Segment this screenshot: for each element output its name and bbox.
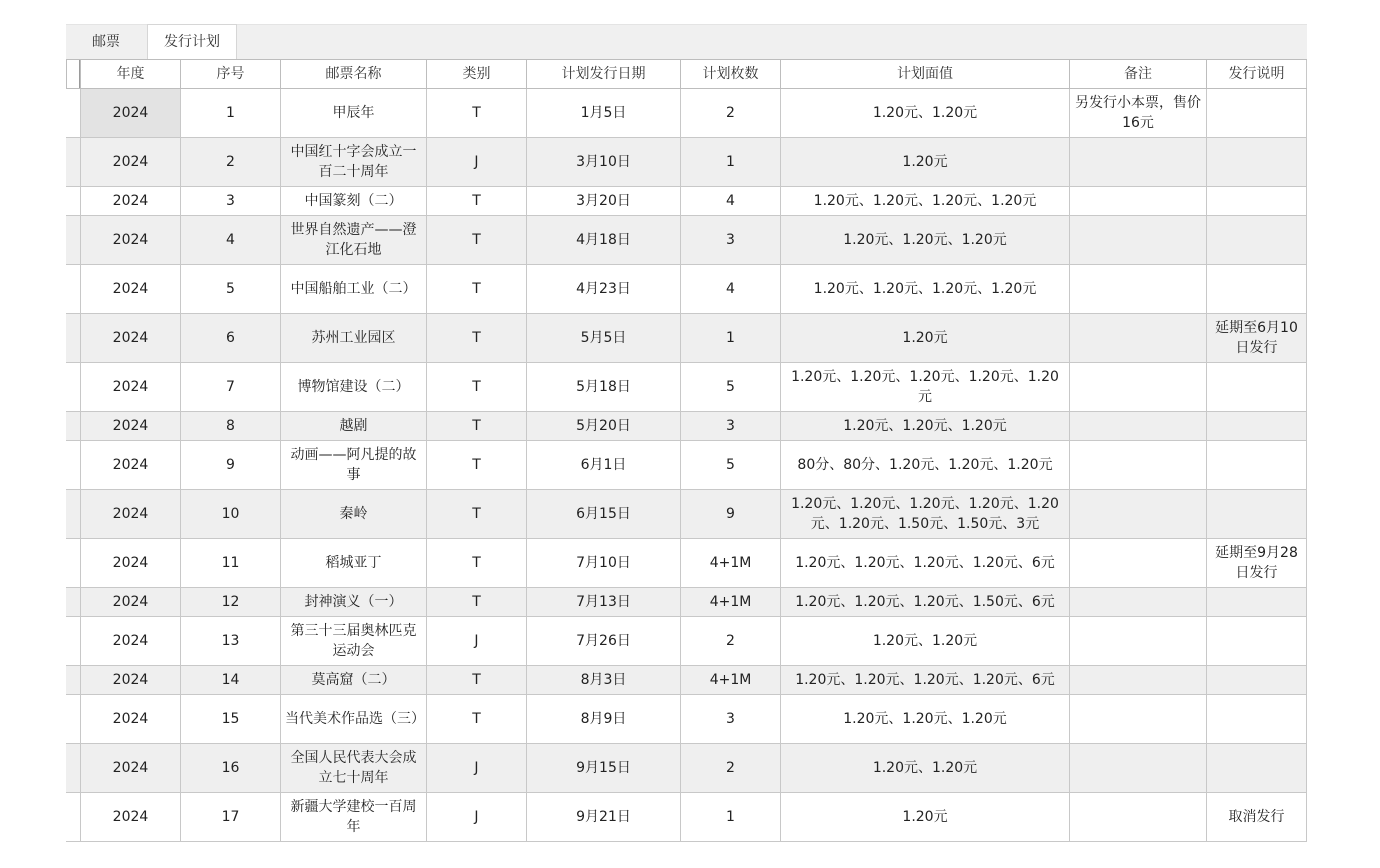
table-cell[interactable]: 1.20元、1.20元、1.20元、1.20元: [780, 187, 1069, 215]
table-row: [66, 744, 1307, 793]
table-cell[interactable]: 1: [180, 89, 280, 137]
table-cell[interactable]: [1206, 695, 1307, 743]
table-cell[interactable]: 1.20元、1.20元: [780, 617, 1069, 665]
table-cell[interactable]: [1069, 744, 1206, 792]
table-cell[interactable]: 第三十三届奥林匹克运动会: [280, 617, 426, 665]
table-cell[interactable]: 9月21日: [526, 793, 680, 841]
table-cell[interactable]: 4: [680, 265, 780, 313]
table-cell[interactable]: 博物馆建设（二）: [280, 363, 426, 411]
table-cell[interactable]: T: [426, 490, 526, 538]
table-cell[interactable]: 1月5日: [526, 89, 680, 137]
table-cell[interactable]: 1.20元、1.20元、1.20元、1.20元、1.20元、1.20元、1.50元、1.50元、3元: [780, 490, 1069, 538]
table-row: [66, 490, 1307, 539]
table-row: [66, 363, 1307, 412]
table-cell[interactable]: 1.20元: [780, 793, 1069, 841]
table-cell[interactable]: 1.20元、1.20元: [780, 744, 1069, 792]
column-header[interactable]: 序号: [180, 60, 280, 88]
table-row: [66, 695, 1307, 744]
table-cell[interactable]: [1069, 441, 1206, 489]
table-cell[interactable]: 苏州工业园区: [280, 314, 426, 362]
column-header[interactable]: 邮票名称: [280, 60, 426, 88]
table-cell[interactable]: 动画——阿凡提的故事: [280, 441, 426, 489]
table-cell[interactable]: 8: [180, 412, 280, 440]
row-header[interactable]: [66, 588, 80, 616]
row-header[interactable]: [66, 265, 80, 313]
table-cell[interactable]: [1069, 588, 1206, 616]
table-cell[interactable]: 5月18日: [526, 363, 680, 411]
table-cell[interactable]: 2024: [80, 666, 180, 694]
row-header[interactable]: [66, 314, 80, 362]
table-cell[interactable]: T: [426, 363, 526, 411]
table-cell[interactable]: 5: [680, 363, 780, 411]
table-cell[interactable]: T: [426, 441, 526, 489]
table-cell[interactable]: 7月10日: [526, 539, 680, 587]
row-header[interactable]: [66, 666, 80, 694]
table-cell[interactable]: J: [426, 617, 526, 665]
row-header[interactable]: [66, 490, 80, 538]
table-cell[interactable]: 2: [680, 744, 780, 792]
table-row: [66, 539, 1307, 588]
table-cell[interactable]: J: [426, 138, 526, 186]
table-cell[interactable]: [1069, 695, 1206, 743]
row-header[interactable]: [66, 89, 80, 137]
table-cell[interactable]: 1: [680, 138, 780, 186]
table-cell[interactable]: [1069, 363, 1206, 411]
table-cell[interactable]: 2024: [80, 187, 180, 215]
table-cell[interactable]: 7: [180, 363, 280, 411]
table-cell[interactable]: [1069, 138, 1206, 186]
table-cell[interactable]: 取消发行: [1206, 793, 1307, 841]
table-cell[interactable]: T: [426, 695, 526, 743]
table-cell[interactable]: 延期至9月28日发行: [1206, 539, 1307, 587]
row-header[interactable]: [66, 363, 80, 411]
table-cell[interactable]: 新疆大学建校一百周年: [280, 793, 426, 841]
table-cell[interactable]: 7月13日: [526, 588, 680, 616]
table-cell[interactable]: 2024: [80, 490, 180, 538]
tab-issue-plan[interactable]: 发行计划: [147, 24, 237, 60]
table-cell[interactable]: T: [426, 588, 526, 616]
table-cell[interactable]: 1: [680, 793, 780, 841]
table-cell[interactable]: 世界自然遗产——澄江化石地: [280, 216, 426, 264]
table-cell[interactable]: 4: [180, 216, 280, 264]
table-cell[interactable]: 3: [680, 412, 780, 440]
table-cell[interactable]: J: [426, 793, 526, 841]
table-cell[interactable]: 6: [180, 314, 280, 362]
table-cell[interactable]: 甲辰年: [280, 89, 426, 137]
table-cell[interactable]: 2024: [80, 793, 180, 841]
table-row: [66, 187, 1307, 216]
table-cell[interactable]: 2024: [80, 744, 180, 792]
table-cell[interactable]: 1.20元: [780, 314, 1069, 362]
table-cell[interactable]: 80分、80分、1.20元、1.20元、1.20元: [780, 441, 1069, 489]
table-cell[interactable]: T: [426, 216, 526, 264]
column-header[interactable]: 计划发行日期: [526, 60, 680, 88]
table-cell[interactable]: 莫高窟（二）: [280, 666, 426, 694]
data-table: [66, 59, 1307, 842]
table-cell[interactable]: 中国篆刻（二）: [280, 187, 426, 215]
row-header[interactable]: [66, 744, 80, 792]
table-cell[interactable]: 2024: [80, 441, 180, 489]
table-cell[interactable]: 2024: [80, 138, 180, 186]
table-row: [66, 441, 1307, 490]
table-cell[interactable]: 4月18日: [526, 216, 680, 264]
table-cell[interactable]: 1.20元、1.20元、1.20元、1.20元、1.20元: [780, 363, 1069, 411]
table-cell[interactable]: [1069, 314, 1206, 362]
row-header[interactable]: [66, 695, 80, 743]
table-cell[interactable]: 2024: [80, 412, 180, 440]
row-header[interactable]: [66, 617, 80, 665]
table-cell[interactable]: 8月3日: [526, 666, 680, 694]
table-cell[interactable]: 越剧: [280, 412, 426, 440]
table-row: [66, 265, 1307, 314]
table-cell[interactable]: 4月23日: [526, 265, 680, 313]
table-cell[interactable]: 1.20元、1.20元、1.20元: [780, 695, 1069, 743]
table-cell[interactable]: [1206, 441, 1307, 489]
table-cell[interactable]: 1.20元、1.20元、1.20元、1.50元、6元: [780, 588, 1069, 616]
table-cell[interactable]: 16: [180, 744, 280, 792]
table-cell[interactable]: 1.20元、1.20元、1.20元: [780, 412, 1069, 440]
table-cell[interactable]: 1.20元、1.20元: [780, 89, 1069, 137]
table-cell[interactable]: 4: [680, 187, 780, 215]
table-cell[interactable]: 封神演义（一）: [280, 588, 426, 616]
table-cell[interactable]: [1206, 744, 1307, 792]
table-row: [66, 216, 1307, 265]
table-cell[interactable]: 9月15日: [526, 744, 680, 792]
table-cell[interactable]: 2: [680, 617, 780, 665]
spreadsheet-container: [66, 24, 1307, 842]
table-cell[interactable]: 2024: [80, 363, 180, 411]
table-cell[interactable]: [1069, 187, 1206, 215]
column-header[interactable]: 年度: [80, 60, 180, 88]
table-cell[interactable]: 2: [680, 89, 780, 137]
table-cell[interactable]: 2024: [80, 89, 180, 137]
table-cell[interactable]: 2024: [80, 588, 180, 616]
table-cell[interactable]: 8月9日: [526, 695, 680, 743]
table-cell[interactable]: 5月5日: [526, 314, 680, 362]
table-cell[interactable]: 中国船舶工业（二）: [280, 265, 426, 313]
table-row: [66, 314, 1307, 363]
sheet-tab-bar: [66, 24, 1307, 59]
table-cell[interactable]: 1.20元、1.20元、1.20元: [780, 216, 1069, 264]
table-cell[interactable]: [1206, 216, 1307, 264]
table-cell[interactable]: [1069, 539, 1206, 587]
table-cell[interactable]: 5: [680, 441, 780, 489]
table-cell[interactable]: [1069, 265, 1206, 313]
column-header[interactable]: 计划面值: [780, 60, 1069, 88]
table-cell[interactable]: 2024: [80, 617, 180, 665]
table-cell[interactable]: 秦岭: [280, 490, 426, 538]
table-cell[interactable]: 1.20元: [780, 138, 1069, 186]
column-header[interactable]: 计划枚数: [680, 60, 780, 88]
table-cell[interactable]: 2024: [80, 695, 180, 743]
table-cell[interactable]: J: [426, 744, 526, 792]
table-cell[interactable]: 17: [180, 793, 280, 841]
table-cell[interactable]: 4+1M: [680, 539, 780, 587]
select-all-corner[interactable]: [66, 60, 80, 88]
table-cell[interactable]: 6月1日: [526, 441, 680, 489]
table-cell[interactable]: 全国人民代表大会成立七十周年: [280, 744, 426, 792]
table-header-row: [66, 60, 1307, 89]
table-cell[interactable]: 延期至6月10日发行: [1206, 314, 1307, 362]
table-cell[interactable]: 4+1M: [680, 666, 780, 694]
table-cell[interactable]: 6月15日: [526, 490, 680, 538]
table-cell[interactable]: T: [426, 89, 526, 137]
table-cell[interactable]: 14: [180, 666, 280, 694]
table-cell[interactable]: [1206, 412, 1307, 440]
row-header[interactable]: [66, 412, 80, 440]
table-cell[interactable]: 15: [180, 695, 280, 743]
table-cell[interactable]: [1206, 138, 1307, 186]
table-cell[interactable]: 4+1M: [680, 588, 780, 616]
table-cell[interactable]: 13: [180, 617, 280, 665]
row-header[interactable]: [66, 187, 80, 215]
table-cell[interactable]: [1206, 363, 1307, 411]
column-header[interactable]: 备注: [1069, 60, 1206, 88]
table-cell[interactable]: 10: [180, 490, 280, 538]
table-cell[interactable]: 1: [680, 314, 780, 362]
table-cell[interactable]: 1.20元、1.20元、1.20元、1.20元、6元: [780, 666, 1069, 694]
table-cell[interactable]: 9: [180, 441, 280, 489]
table-cell[interactable]: T: [426, 539, 526, 587]
row-header[interactable]: [66, 441, 80, 489]
table-row: [66, 412, 1307, 441]
table-cell[interactable]: 2: [180, 138, 280, 186]
table-row: [66, 588, 1307, 617]
table-cell[interactable]: T: [426, 412, 526, 440]
table-cell[interactable]: [1069, 412, 1206, 440]
column-header[interactable]: 发行说明: [1206, 60, 1307, 88]
table-cell[interactable]: 9: [680, 490, 780, 538]
table-cell[interactable]: [1206, 666, 1307, 694]
table-cell[interactable]: T: [426, 314, 526, 362]
row-header[interactable]: [66, 793, 80, 841]
table-cell[interactable]: [1206, 588, 1307, 616]
table-cell[interactable]: 2024: [80, 539, 180, 587]
table-row: [66, 138, 1307, 187]
table-row: [66, 89, 1307, 138]
table-cell[interactable]: 3: [180, 187, 280, 215]
table-cell[interactable]: [1069, 490, 1206, 538]
table-cell[interactable]: 3: [680, 695, 780, 743]
table-cell[interactable]: 2024: [80, 314, 180, 362]
row-header[interactable]: [66, 539, 80, 587]
table-cell[interactable]: 稻城亚丁: [280, 539, 426, 587]
table-row: [66, 617, 1307, 666]
table-cell[interactable]: 另发行小本票，售价16元: [1069, 89, 1206, 137]
table-cell[interactable]: [1069, 216, 1206, 264]
table-cell[interactable]: 3月10日: [526, 138, 680, 186]
table-cell[interactable]: 11: [180, 539, 280, 587]
table-cell[interactable]: [1069, 793, 1206, 841]
row-header[interactable]: [66, 216, 80, 264]
table-cell[interactable]: 3月20日: [526, 187, 680, 215]
table-cell[interactable]: T: [426, 187, 526, 215]
table-cell[interactable]: 12: [180, 588, 280, 616]
table-cell[interactable]: [1206, 617, 1307, 665]
table-cell[interactable]: 2024: [80, 216, 180, 264]
column-header[interactable]: 类别: [426, 60, 526, 88]
table-cell[interactable]: T: [426, 265, 526, 313]
table-cell[interactable]: 1.20元、1.20元、1.20元、1.20元、6元: [780, 539, 1069, 587]
table-cell[interactable]: [1206, 187, 1307, 215]
table-cell[interactable]: 2024: [80, 265, 180, 313]
table-cell[interactable]: 5月20日: [526, 412, 680, 440]
table-row: [66, 793, 1307, 842]
table-cell[interactable]: 1.20元、1.20元、1.20元、1.20元: [780, 265, 1069, 313]
table-cell[interactable]: [1069, 617, 1206, 665]
table-cell[interactable]: 中国红十字会成立一百二十周年: [280, 138, 426, 186]
table-cell[interactable]: 当代美术作品选（三）: [280, 695, 426, 743]
table-row: [66, 666, 1307, 695]
table-cell[interactable]: [1206, 490, 1307, 538]
table-cell[interactable]: T: [426, 666, 526, 694]
table-cell[interactable]: 7月26日: [526, 617, 680, 665]
table-cell[interactable]: [1206, 89, 1307, 137]
table-cell[interactable]: 3: [680, 216, 780, 264]
table-cell[interactable]: 5: [180, 265, 280, 313]
tab-stamps[interactable]: 邮票: [92, 34, 120, 50]
table-cell[interactable]: [1206, 265, 1307, 313]
table-cell[interactable]: [1069, 666, 1206, 694]
row-header[interactable]: [66, 138, 80, 186]
